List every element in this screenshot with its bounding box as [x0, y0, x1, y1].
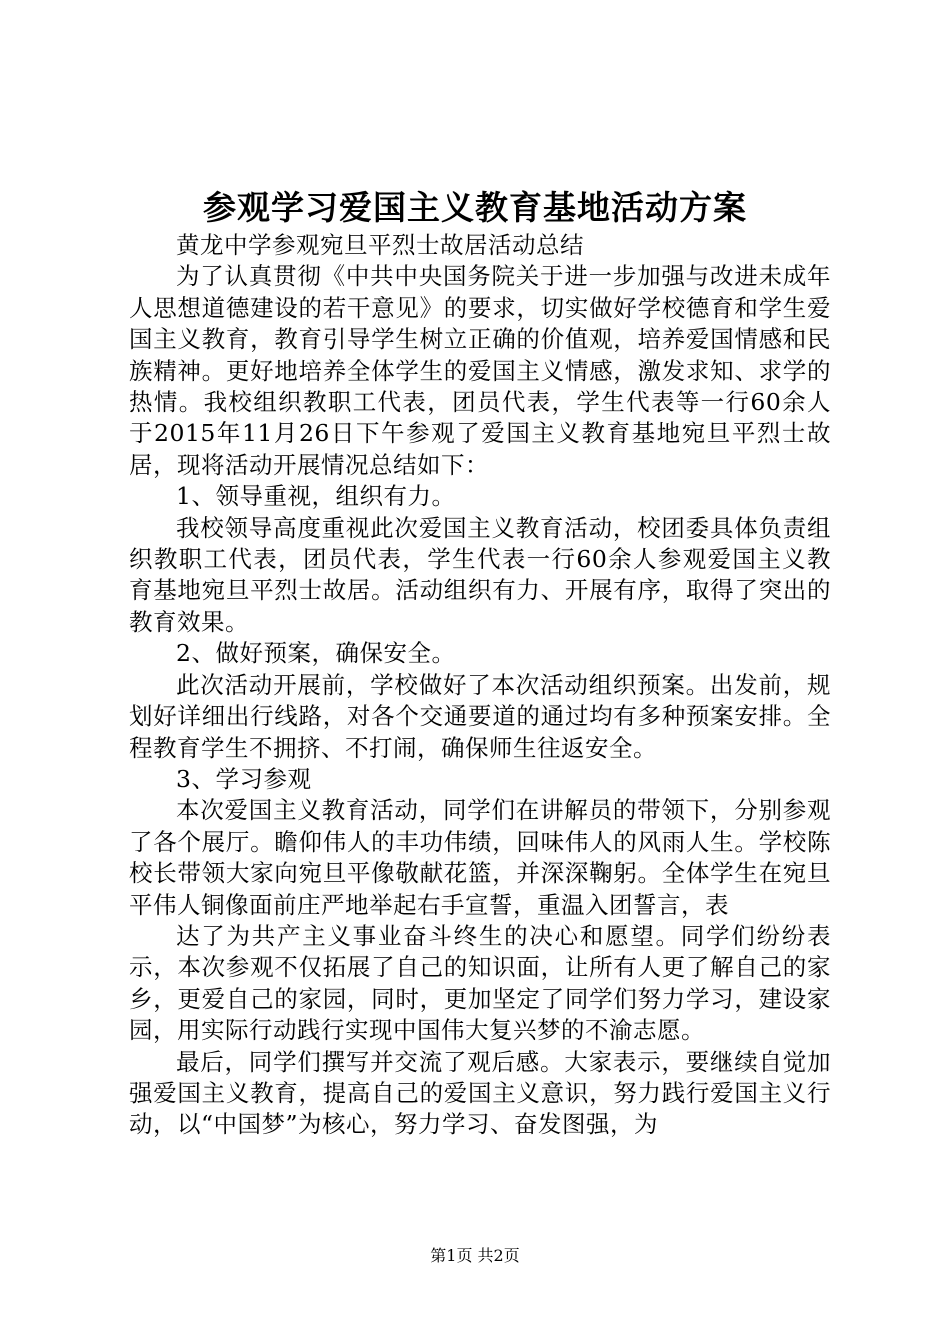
document-title: 参观学习爱国主义教育基地活动方案 — [203, 188, 747, 227]
intro-paragraph: 为了认真贯彻《中共中央国务院关于进一步加强与改进未成年人思想道德建设的若干意见》的要求，切实做好学校德育和学生爱国主义教育，教育引导学生树立正确的价值观，培养爱国情感和民族精神。更好地培养全体学生的爱国主义情感，激发求知、求学的热情。我校组织教职工代表，团员代表，学生代表等一行60余人于2015年11月26日下午参观了爱国主义教育基地宛旦平烈士故居，现将活动开展情况总结如下： — [129, 262, 831, 479]
body-paragraph: 最后，同学们撰写并交流了观后感。大家表示，要继续自觉加强爱国主义教育，提高自己的爱国主义意识，努力践行爱国主义行动，以“中国梦”为核心，努力学习、奋发图强，为 — [129, 1047, 831, 1139]
subtitle-paragraph: 黄龙中学参观宛旦平烈士故居活动总结 — [176, 231, 584, 259]
body-paragraph: 本次爱国主义教育活动，同学们在讲解员的带领下，分别参观了各个展厅。瞻仰伟人的丰功伟绩，回味伟人的风雨人生。学校陈校长带领大家向宛旦平像敬献花篮，并深深鞠躬。全体学生在宛旦平伟人铜像面前庄严地举起右手宣誓，重温入团誓言，表 — [129, 796, 831, 919]
section-heading-3: 3、学习参观 — [176, 764, 312, 793]
document-body — [129, 230, 831, 1141]
body-paragraph: 达了为共产主义事业奋斗终生的决心和愿望。同学们纷纷表示，本次参观不仅拓展了自己的知识面，让所有人更了解自己的家乡，更爱自己的家园，同时，更加坚定了同学们努力学习，建设家园，用实际行动践行实现中国伟大复兴梦的不渝志愿。 — [129, 921, 831, 1045]
body-paragraph: 此次活动开展前，学校做好了本次活动组织预案。出发前，规划好详细出行线路，对各个交通要道的通过均有多种预案安排。全程教育学生不拥挤、不打闹，确保师生往返安全。 — [129, 670, 831, 762]
page-footer: 第1页 共2页 — [430, 1246, 520, 1265]
body-paragraph: 我校领导高度重视此次爱国主义教育活动，校团委具体负责组织教职工代表，团员代表，学生代表一行60余人参观爱国主义教育基地宛旦平烈士故居。活动组织有力、开展有序，取得了突出的教育效果。 — [129, 513, 831, 636]
section-heading-1: 1、领导重视，组织有力。 — [176, 482, 456, 511]
section-heading-2: 2、做好预案，确保安全。 — [176, 639, 456, 668]
